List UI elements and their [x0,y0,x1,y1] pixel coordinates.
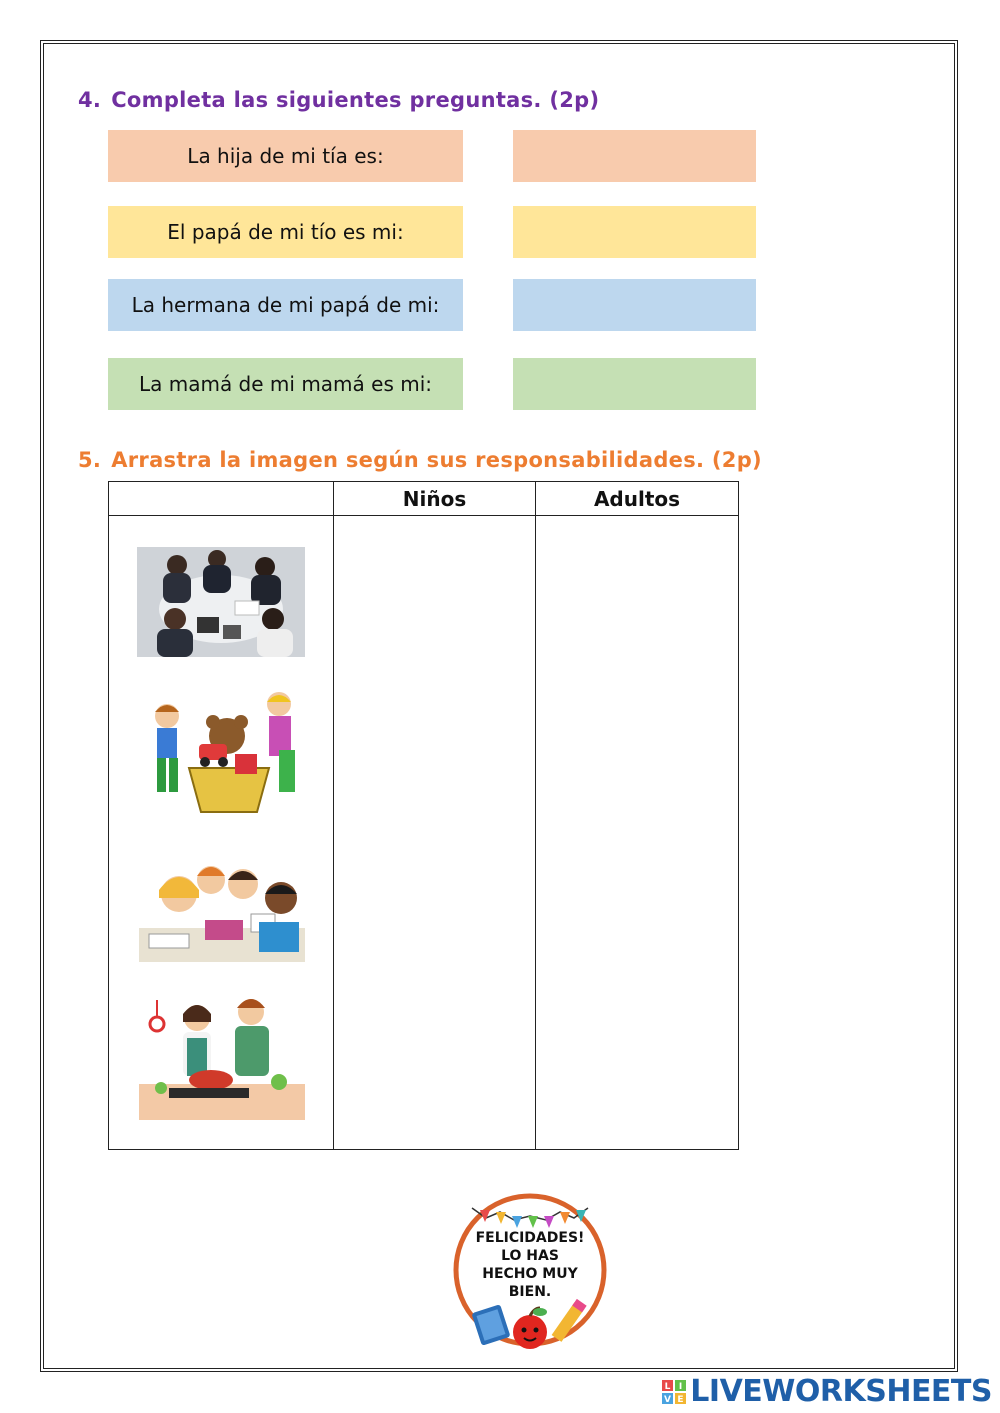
liveworksheets-brand [662,1374,992,1409]
image-source-column [109,516,334,1150]
svg-text:I: I [679,1381,683,1392]
svg-text:E: E [677,1394,684,1404]
kids-tidying-toys-illustration[interactable] [139,688,303,816]
question-label-1: La hija de mi tía es: [108,130,463,182]
question-label-4: La mamá de mi mamá es mi: [108,358,463,410]
kids-studying-illustration[interactable] [139,850,305,962]
svg-text:L: L [664,1381,671,1392]
office-meeting-photo[interactable] [137,547,305,657]
section-5-heading [78,448,762,472]
svg-text:V: V [664,1394,672,1404]
header-adultos: Adultos [536,482,739,516]
table-body-row [109,516,739,1150]
section-4-title: Completa las siguientes preguntas. (2p) [111,88,600,112]
responsibilities-table [108,481,739,1150]
congratulations-badge [450,1190,610,1360]
section-5-number: 5. [78,448,102,472]
liveworksheets-logo-icon [662,1380,686,1404]
dropzone-ninos[interactable] [334,516,535,1149]
couple-cooking-illustration[interactable] [139,992,305,1120]
header-ninos: Niños [334,482,536,516]
badge-line-1: FELICIDADES! [475,1230,585,1246]
dropzone-adultos[interactable] [536,516,738,1149]
section-5-title: Arrastra la imagen según sus responsabilidades. (2p) [111,448,762,472]
section-4-heading [78,88,599,112]
question-label-3: La hermana de mi papá de mi: [108,279,463,331]
answer-input-2[interactable] [513,206,756,258]
badge-line-2: LO HAS [501,1248,559,1264]
header-images [109,482,334,516]
section-4-number: 4. [78,88,102,112]
badge-line-4: BIEN. [508,1284,552,1300]
answer-input-3[interactable] [513,279,756,331]
dropzone-adultos-cell [536,516,739,1150]
question-label-2: El papá de mi tío es mi: [108,206,463,258]
dropzone-ninos-cell [334,516,536,1150]
answer-input-1[interactable] [513,130,756,182]
badge-line-3: HECHO MUY [482,1266,578,1282]
answer-input-4[interactable] [513,358,756,410]
brand-name: LIVEWORKSHEETS [690,1374,992,1409]
table-header-row [109,482,739,516]
